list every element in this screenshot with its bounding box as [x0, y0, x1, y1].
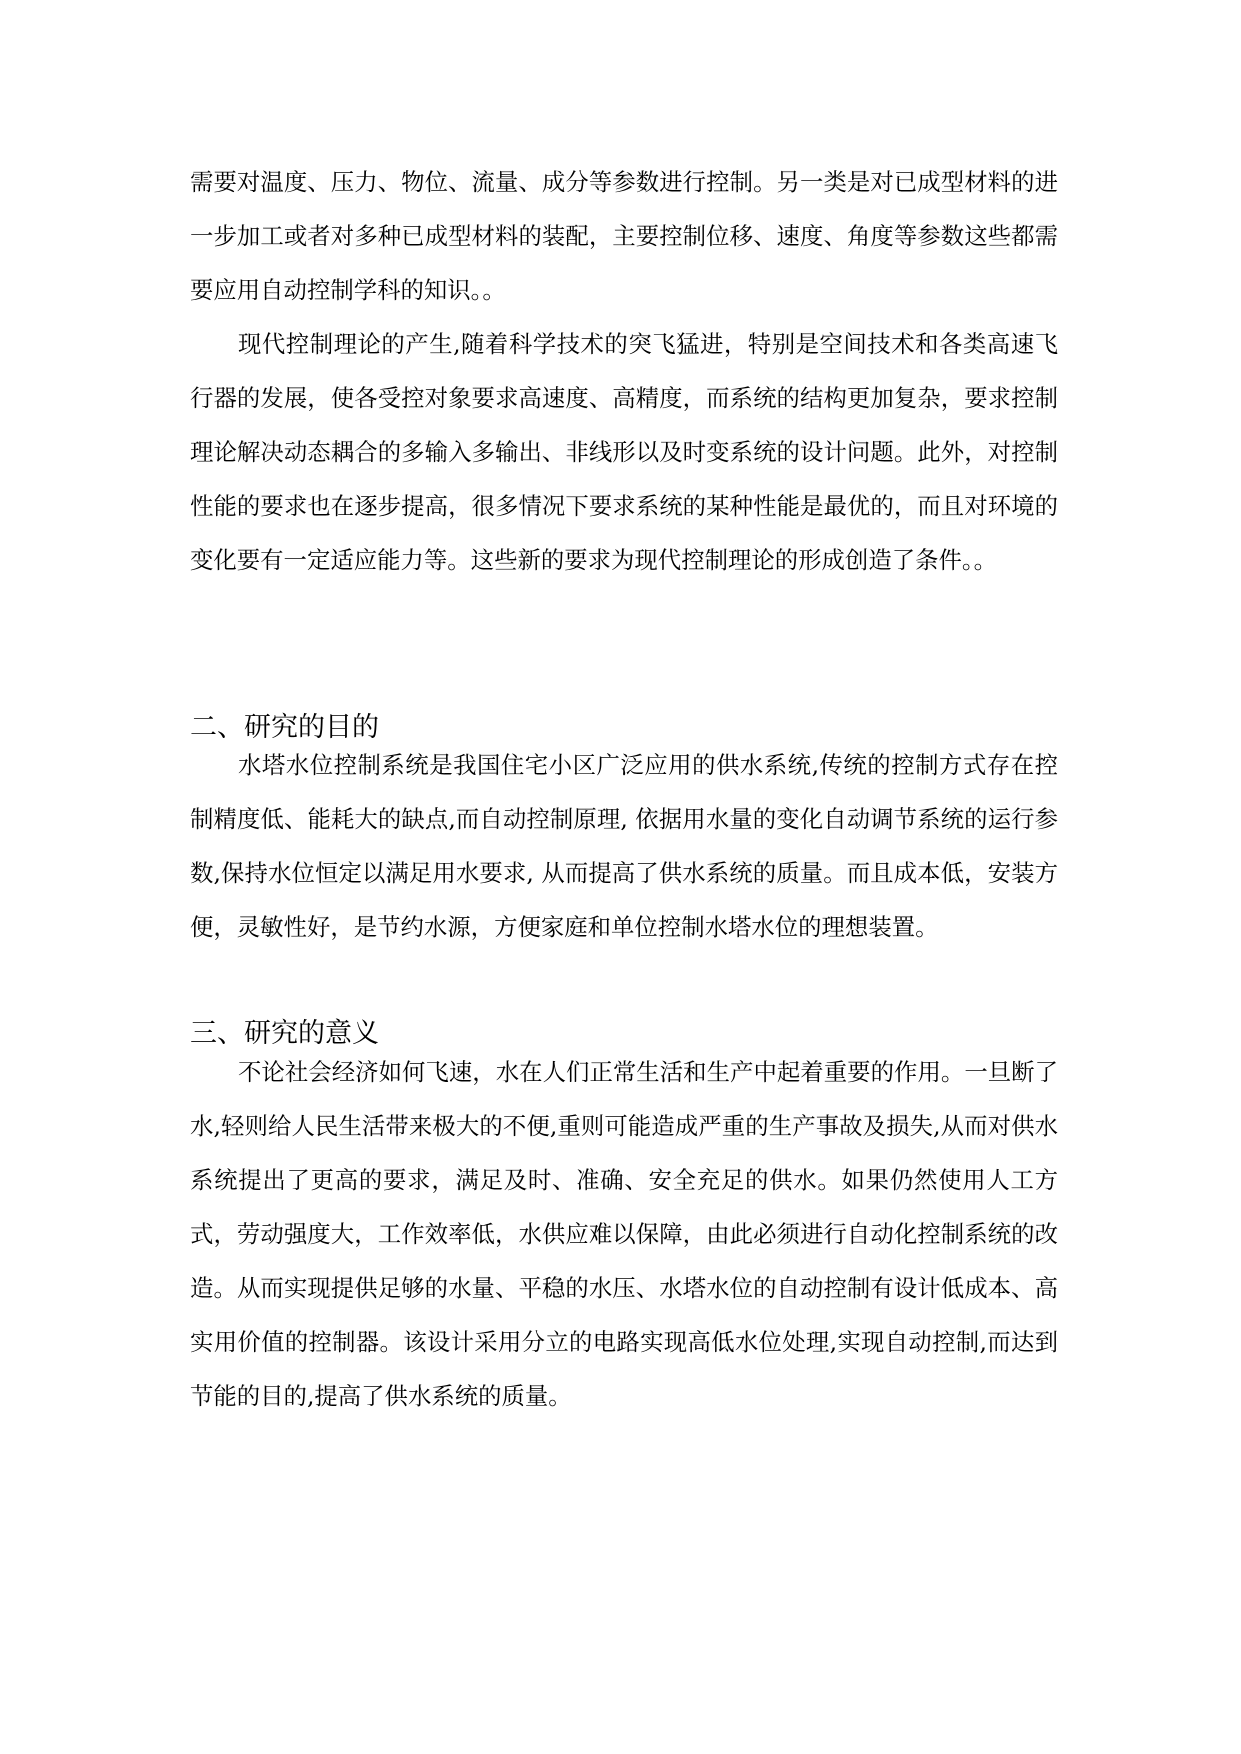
section-heading-significance: 三、研究的意义 [190, 1018, 379, 1049]
purpose-paragraph: 水塔水位控制系统是我国住宅小区广泛应用的供水系统,传统的控制方式存在控制精度低、能耗大的缺点,而自动控制原理, 依据用水量的变化自动调节系统的运行参数,保持水位恒定以满足用水要求, 从而提高了供水系统的质量。而且成本低，安装方便，灵敏性好，是节约水源，方便家庭和单位控制水塔水位的理想装置。 [190, 751, 1058, 941]
intro-paragraph-1: 需要对温度、压力、物位、流量、成分等参数进行控制。另一类是对已成型材料的进一步加工或者对多种已成型材料的装配，主要控制位移、速度、角度等参数这些都需要应用自动控制学科的知识。。 [190, 168, 1058, 304]
section-heading-purpose: 二、研究的目的 [190, 712, 379, 743]
significance-section [190, 1045, 1058, 1423]
intro-paragraph-2: 现代控制理论的产生,随着科学技术的突飞猛进，特别是空间技术和各类高速飞行器的发展，使各受控对象要求高速度、高精度，而系统的结构更加复杂，要求控制理论解决动态耦合的多输入多输出、非线形以及时变系统的设计问题。此外，对控制性能的要求也在逐步提高，很多情况下要求系统的某种性能是最优的，而且对环境的变化要有一定适应能力等。这些新的要求为现代控制理论的形成创造了条件。。 [190, 330, 1058, 574]
purpose-section [190, 738, 1058, 954]
intro-section [190, 155, 1058, 587]
significance-paragraph: 不论社会经济如何飞速，水在人们正常生活和生产中起着重要的作用。一旦断了水,轻则给人民生活带来极大的不便,重则可能造成严重的生产事故及损失,从而对供水系统提出了更高的要求，满足及时、准确、安全充足的供水。如果仍然使用人工方式，劳动强度大，工作效率低，水供应难以保障，由此必须进行自动化控制系统的改造。从而实现提供足够的水量、平稳的水压、水塔水位的自动控制有设计低成本、高实用价值的控制器。该设计采用分立的电路实现高低水位处理,实现自动控制,而达到节能的目的,提高了供水系统的质量。 [190, 1058, 1058, 1410]
